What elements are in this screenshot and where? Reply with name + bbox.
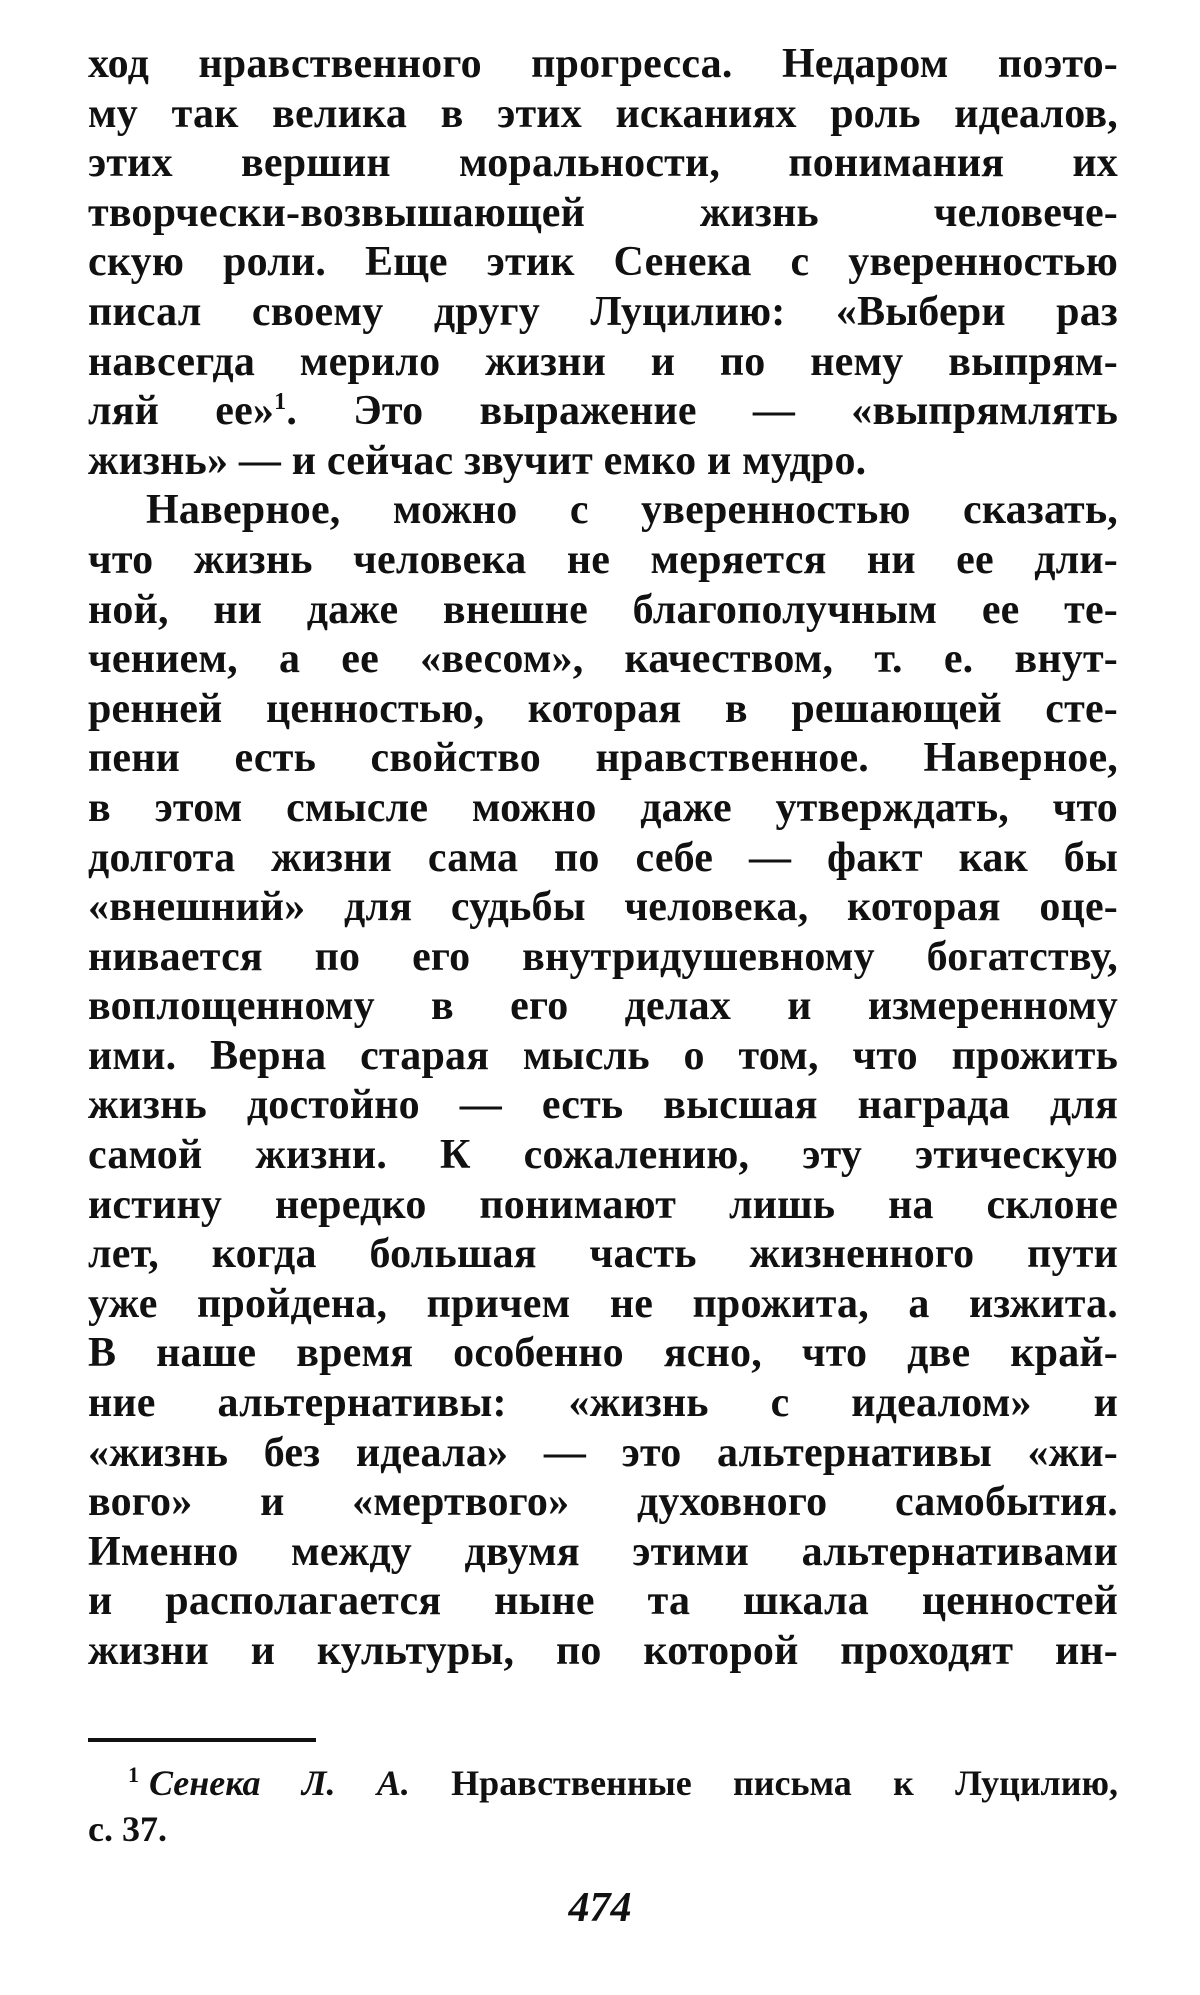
text-line: Именно между двумя этими альтернативами [88,1528,1118,1575]
text-line: творчески-возвышающей жизнь человече- [88,189,1118,236]
text-line: лет, когда большая часть жизненного пути [88,1231,1118,1278]
text-line: долгота жизни сама по себе — факт как бы [88,834,1118,881]
text-fragment: ляй ее» [88,388,275,435]
text-line: вого» и «мертвого» духовного самобытия. [88,1479,1118,1526]
text-line: Наверное, можно с уверенностью сказать, [146,487,1118,534]
footnote [88,1760,1118,1852]
text-line: самой жизни. К сожалению, эту этическую [88,1132,1118,1179]
page-number: 474 [568,1885,632,1931]
main-text [88,40,1118,1677]
footnote-mark: 1 [128,1762,139,1787]
text-line: уже пройдена, причем не прожита, а изжита. [88,1280,1118,1327]
text-line: жизни и культуры, по которой проходят ин- [88,1628,1118,1674]
text-line: жизнь» — и сейчас звучит емко и мудро. [88,437,867,484]
text-line: что жизнь человека не меряется ни ее дли- [88,536,1118,583]
text-line: чением, а ее «весом», качеством, т. е. внут- [88,636,1118,683]
text-line: «внешний» для судьбы человека, которая оце- [88,884,1118,931]
text-line: пени есть свойство нравственное. Наверное, [88,735,1118,782]
footnote-title: Нравственные письма к Луцилию, [451,1763,1119,1803]
text-line: скую роли. Еще этик Сенека с уверенностью [88,239,1118,286]
text-line: воплощенному в его делах и измеренному [88,983,1118,1030]
text-line: навсегда мерило жизни и по нему выпрям- [88,338,1118,385]
text-line: ренней ценностью, которая в решающей сте- [88,685,1118,732]
text-line: В наше время особенно ясно, что две край- [88,1330,1118,1377]
text-line: «жизнь без идеала» — это альтернативы «жи- [88,1429,1118,1476]
text-line: ими. Верна старая мысль о том, что прожить [88,1032,1118,1079]
text-line: ной, ни даже внешне благополучным ее те- [88,586,1118,633]
text-line: и располагается ныне та шкала ценностей [88,1578,1118,1625]
text-fragment: . Это выражение — «выпрямлять [286,388,1118,435]
text-line: нивается по его внутридушевному богатству, [88,933,1118,980]
text-line: жизнь достойно — есть высшая награда для [88,1082,1118,1129]
text-line: в этом смысле можно даже утверждать, что [88,784,1118,831]
footnote-author: Сенека Л. А. [149,1763,410,1803]
text-line-with-footnote-ref [88,387,1118,437]
text-line: этих вершин моральности, понимания их [88,140,1118,187]
footnote-line [88,1760,1118,1806]
footnote-divider [88,1738,316,1742]
text-line: истину нередко понимают лишь на склоне [88,1181,1118,1228]
text-line: ние альтернативы: «жизнь с идеалом» и [88,1380,1118,1427]
footnote-line: с. 37. [88,1809,167,1849]
text-line: ход нравственного прогресса. Недаром поэто- [88,41,1118,87]
text-line: писал своему другу Луцилию: «Выбери раз [88,288,1118,335]
footnote-reference[interactable]: 1 [274,389,287,416]
text-line: му так велика в этих исканиях роль идеалов, [88,90,1118,137]
